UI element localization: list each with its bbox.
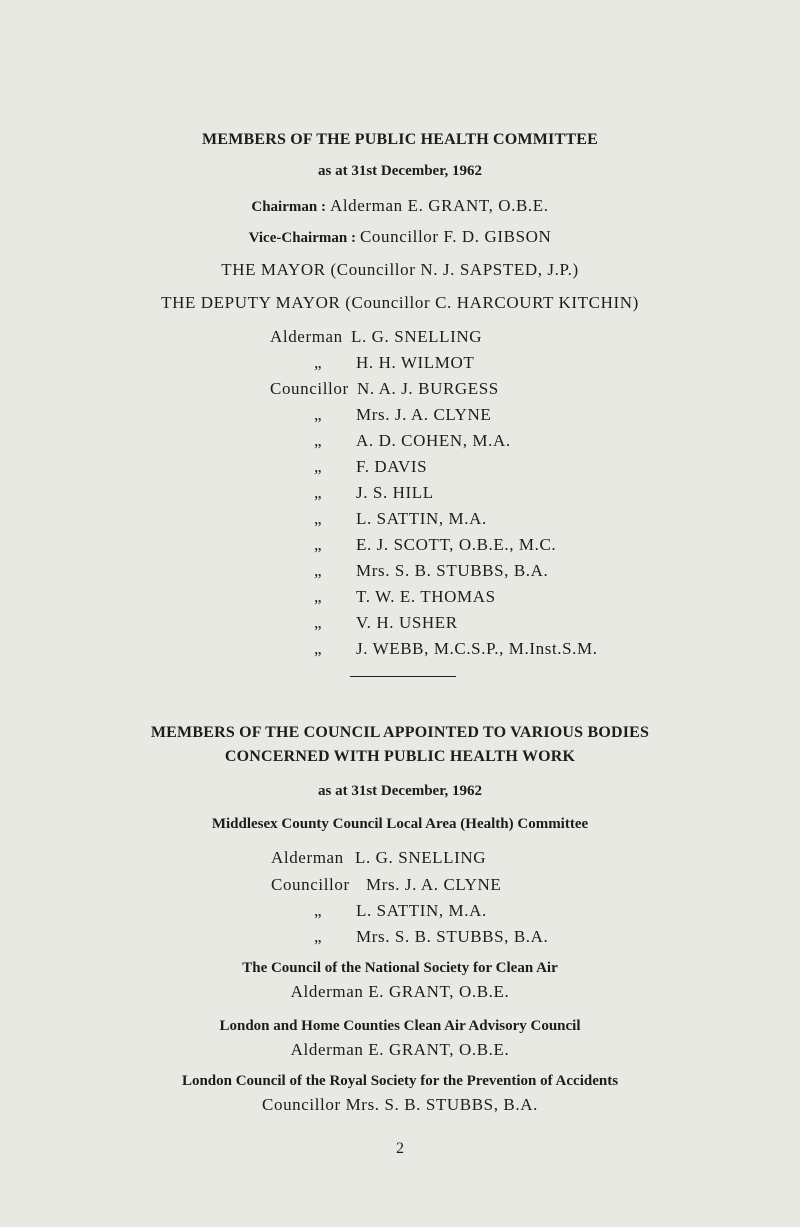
vice-chairman-line xyxy=(0,227,800,247)
member-name: J. WEBB, M.C.S.P., M.Inst.S.M. xyxy=(356,639,598,658)
member-title: „ xyxy=(314,535,323,554)
vice-chairman-label: Vice-Chairman : xyxy=(248,230,356,246)
member-title: „ xyxy=(314,587,323,606)
bodies-date: as at 31st December, 1962 xyxy=(318,783,482,799)
chairman-label: Chairman : xyxy=(251,199,326,215)
member-title: „ xyxy=(314,901,323,920)
member-title: „ xyxy=(314,561,323,580)
member-title: „ xyxy=(314,927,323,946)
member-name: T. W. E. THOMAS xyxy=(356,587,496,606)
mayor-line: THE MAYOR (Councillor N. J. SAPSTED, J.P.) xyxy=(221,260,579,279)
page-number: 2 xyxy=(396,1140,404,1157)
rospa-member: Councillor Mrs. S. B. STUBBS, B.A. xyxy=(262,1095,538,1114)
member-title: „ xyxy=(314,613,323,632)
member-title: Alderman xyxy=(271,848,344,867)
member-name: V. H. USHER xyxy=(356,613,458,632)
vice-chairman-name: Councillor F. D. GIBSON xyxy=(359,227,552,246)
section-divider xyxy=(350,676,456,677)
member-name: J. S. HILL xyxy=(356,483,434,502)
member-title: „ xyxy=(314,483,323,502)
member-name: F. DAVIS xyxy=(356,457,428,476)
committee-heading: MEMBERS OF THE PUBLIC HEALTH COMMITTEE xyxy=(202,131,598,148)
member-name: L. G. SNELLING xyxy=(351,327,483,346)
clean-air-advisory-title: London and Home Counties Clean Air Advisory Council xyxy=(219,1018,581,1034)
member-title: „ xyxy=(314,431,323,450)
committee-date: as at 31st December, 1962 xyxy=(318,163,482,179)
member-title: „ xyxy=(314,457,323,476)
member-title: „ xyxy=(314,405,323,424)
member-title: „ xyxy=(314,509,323,528)
member-title: „ xyxy=(314,639,323,658)
bodies-heading-line1: MEMBERS OF THE COUNCIL APPOINTED TO VARIOUS BODIES xyxy=(150,724,650,741)
member-name: Mrs. S. B. STUBBS, B.A. xyxy=(356,561,549,580)
member-title: Councillor xyxy=(271,875,350,894)
member-name: L. SATTIN, M.A. xyxy=(356,901,487,920)
clean-air-society-member: Alderman E. GRANT, O.B.E. xyxy=(290,982,510,1001)
bodies-heading-line2: CONCERNED WITH PUBLIC HEALTH WORK xyxy=(224,748,576,765)
member-name: Mrs. J. A. CLYNE xyxy=(366,875,502,894)
member-title: Councillor xyxy=(270,379,349,398)
member-name: E. J. SCOTT, O.B.E., M.C. xyxy=(356,535,557,554)
member-name: H. H. WILMOT xyxy=(356,353,475,372)
chairman-name: Alderman E. GRANT, O.B.E. xyxy=(329,196,549,215)
member-name: Mrs. S. B. STUBBS, B.A. xyxy=(356,927,549,946)
member-name: L. G. SNELLING xyxy=(355,848,487,867)
member-name: Mrs. J. A. CLYNE xyxy=(356,405,492,424)
clean-air-advisory-member: Alderman E. GRANT, O.B.E. xyxy=(290,1040,510,1059)
member-name: A. D. COHEN, M.A. xyxy=(356,431,511,450)
member-title: Alderman xyxy=(270,327,343,346)
chairman-line xyxy=(0,196,800,216)
rospa-title: London Council of the Royal Society for the Prevention of Accidents xyxy=(181,1073,619,1089)
middlesex-title: Middlesex County Council Local Area (Health) Committee xyxy=(211,816,589,832)
member-name: N. A. J. BURGESS xyxy=(357,379,499,398)
member-name: L. SATTIN, M.A. xyxy=(356,509,487,528)
member-title: „ xyxy=(314,353,323,372)
deputy-mayor-line: THE DEPUTY MAYOR (Councillor C. HARCOURT KITCHIN) xyxy=(161,293,639,312)
clean-air-society-title: The Council of the National Society for Clean Air xyxy=(242,960,558,976)
